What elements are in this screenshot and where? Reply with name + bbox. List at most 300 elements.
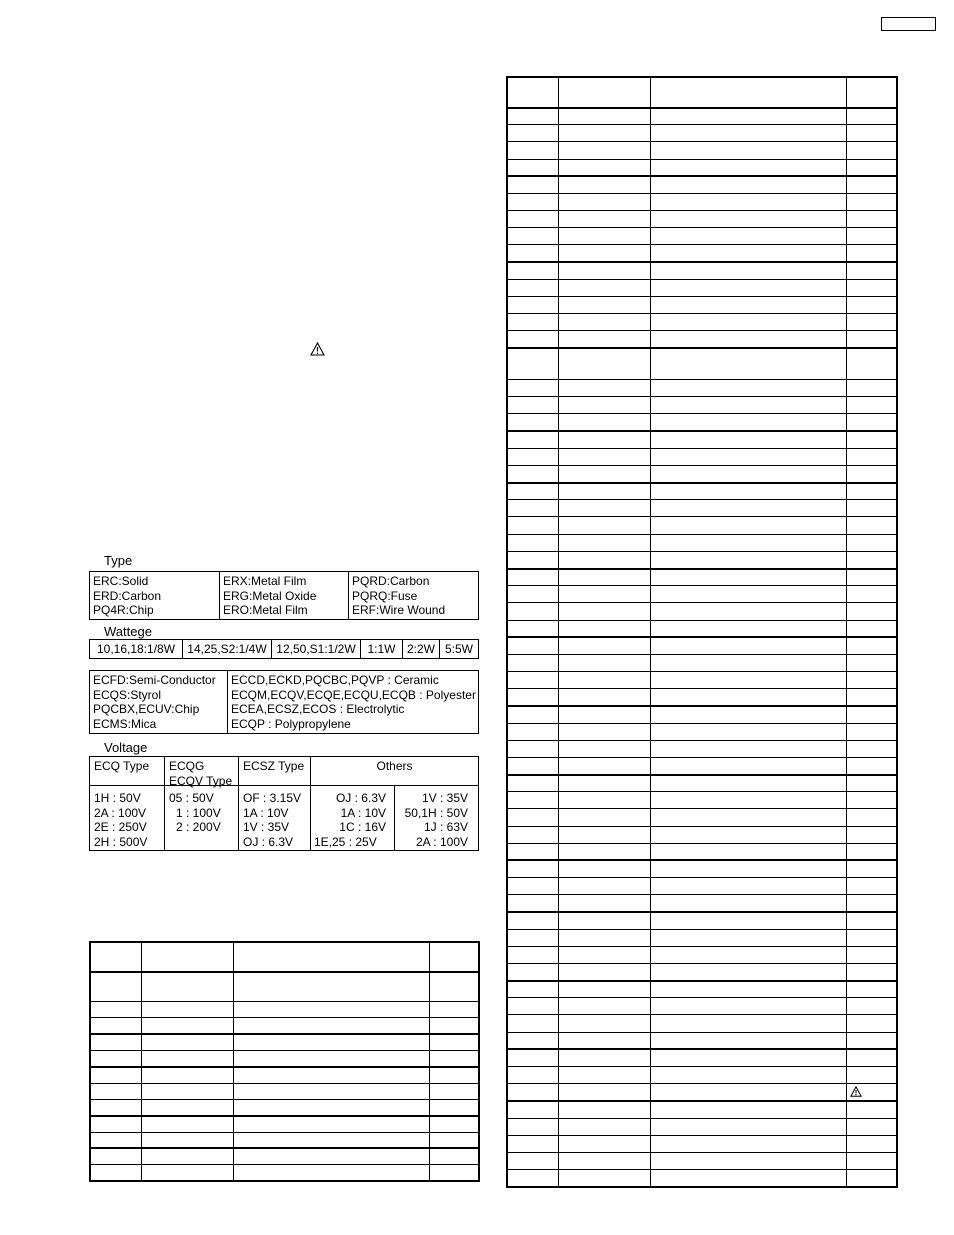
voltage-entry: 2H : 500V [94, 834, 148, 849]
voltage-entry: 1 : 100V [176, 805, 221, 820]
table-cell [141, 942, 233, 972]
table-cell [846, 142, 897, 159]
table-cell [650, 228, 846, 245]
table-cell [558, 1101, 650, 1118]
table-cell [429, 1099, 479, 1115]
cap-type-entry: ECEA,ECSZ,ECOS : Electrolytic [231, 702, 405, 716]
table-cell [846, 159, 897, 176]
table-row [507, 775, 897, 792]
table-cell [650, 500, 846, 517]
table-row [507, 159, 897, 176]
table-row [90, 1067, 479, 1083]
table-cell [558, 946, 650, 963]
table-cell [507, 1032, 558, 1049]
table-row [90, 1083, 479, 1099]
table-cell [650, 654, 846, 671]
table-cell [846, 465, 897, 482]
table-cell [650, 1015, 846, 1032]
table-cell [846, 125, 897, 142]
table-cell [141, 1148, 233, 1164]
table-row [90, 1148, 479, 1164]
table-cell [846, 534, 897, 551]
table-row [507, 108, 897, 125]
table-cell [846, 586, 897, 603]
table-cell [650, 809, 846, 826]
table-row [507, 929, 897, 946]
table-cell [90, 1099, 141, 1115]
table-cell [650, 551, 846, 568]
table-cell [558, 895, 650, 912]
table-cell [846, 296, 897, 313]
table-cell [558, 620, 650, 637]
table-cell [650, 125, 846, 142]
table-cell [846, 380, 897, 397]
table-row [90, 1034, 479, 1050]
warning-triangle-icon [310, 342, 325, 356]
table-row [507, 125, 897, 142]
table-cell [650, 878, 846, 895]
table-row [507, 142, 897, 159]
table-cell [558, 792, 650, 809]
table-cell [846, 775, 897, 792]
table-cell [507, 895, 558, 912]
table-row [507, 414, 897, 431]
table-cell [650, 1170, 846, 1187]
table-cell [846, 672, 897, 689]
table-cell [558, 672, 650, 689]
table-cell [141, 1018, 233, 1034]
table-cell [558, 775, 650, 792]
table-cell [429, 1116, 479, 1132]
voltage-col-ecqg [164, 757, 238, 850]
type-column-3 [348, 572, 478, 619]
table-cell [846, 1015, 897, 1032]
table-row [507, 946, 897, 963]
table-cell [650, 706, 846, 723]
table-row [90, 972, 479, 1002]
table-row [507, 483, 897, 500]
table-cell [558, 1049, 650, 1066]
table-cell [846, 331, 897, 348]
table-cell [507, 125, 558, 142]
table-cell [846, 998, 897, 1015]
table-cell [558, 843, 650, 860]
table-cell [507, 929, 558, 946]
table-cell [650, 348, 846, 380]
voltage-entry: 2E : 250V [94, 820, 147, 834]
table-cell [429, 1165, 479, 1181]
table-cell [90, 1034, 141, 1050]
table-cell [507, 348, 558, 380]
table-cell [429, 1132, 479, 1148]
table-cell [558, 279, 650, 296]
table-cell [846, 193, 897, 210]
table-cell [233, 1018, 429, 1034]
type-heading: Type [104, 553, 133, 568]
table-cell [558, 534, 650, 551]
table-cell [507, 672, 558, 689]
table-cell [846, 946, 897, 963]
table-cell [558, 963, 650, 980]
table-cell [90, 1116, 141, 1132]
table-cell [507, 380, 558, 397]
type-entry: PQRD:Carbon [352, 574, 430, 588]
table-cell [507, 1066, 558, 1083]
table-cell [90, 942, 141, 972]
table-cell [507, 279, 558, 296]
table-row [507, 912, 897, 929]
table-cell [846, 517, 897, 534]
table-row [507, 620, 897, 637]
table-cell [507, 551, 558, 568]
table-row [507, 296, 897, 313]
wattage-cell: 12,50,S1:1/2W [271, 640, 360, 658]
table-cell [846, 860, 897, 877]
table-cell [558, 211, 650, 228]
table-cell [650, 77, 846, 108]
table-cell [507, 1170, 558, 1187]
table-cell [558, 108, 650, 125]
table-cell [90, 1165, 141, 1181]
table-row [507, 569, 897, 586]
table-cell [558, 723, 650, 740]
table-cell [558, 77, 650, 108]
table-cell [558, 414, 650, 431]
voltage-header: ECQV Type [169, 773, 233, 788]
table-row [507, 654, 897, 671]
table-cell [507, 77, 558, 108]
table-cell [846, 912, 897, 929]
table-cell [650, 946, 846, 963]
table-cell [507, 740, 558, 757]
table-cell [141, 1132, 233, 1148]
table-cell [650, 1118, 846, 1135]
table-cell [558, 1152, 650, 1169]
table-cell [650, 723, 846, 740]
table-cell [650, 176, 846, 193]
table-row [507, 397, 897, 414]
table-cell [558, 483, 650, 500]
table-cell [507, 228, 558, 245]
wattage-box [89, 639, 479, 659]
table-cell [650, 193, 846, 210]
table-row [507, 963, 897, 980]
table-row [507, 431, 897, 448]
table-row [507, 637, 897, 654]
table-cell [650, 963, 846, 980]
voltage-entry: 1V : 35V [421, 791, 468, 805]
table-cell [846, 348, 897, 380]
table-cell [650, 843, 846, 860]
type-entry: ERO:Metal Film [223, 603, 308, 617]
table-cell [90, 972, 141, 1002]
table-cell [650, 1066, 846, 1083]
table-row [507, 193, 897, 210]
table-cell [507, 706, 558, 723]
table-cell [558, 380, 650, 397]
wattage-heading: Wattege [104, 624, 152, 639]
type-column-2 [219, 572, 348, 619]
table-cell [558, 1084, 650, 1101]
table-cell [233, 972, 429, 1002]
table-cell [507, 826, 558, 843]
table-cell [558, 929, 650, 946]
voltage-box [89, 756, 479, 851]
table-cell [650, 569, 846, 586]
table-row [90, 1165, 479, 1181]
voltage-entry: 05 : 50V [169, 791, 214, 805]
table-cell [846, 414, 897, 431]
table-cell [650, 431, 846, 448]
table-cell [558, 159, 650, 176]
table-cell [558, 228, 650, 245]
table-cell [141, 1116, 233, 1132]
table-cell [507, 912, 558, 929]
cap-type-entry: ECFD:Semi-Conductor [93, 673, 216, 687]
table-cell [558, 517, 650, 534]
table-cell [650, 1135, 846, 1152]
table-cell [90, 1051, 141, 1067]
table-row [507, 1135, 897, 1152]
table-cell [507, 176, 558, 193]
table-cell [507, 603, 558, 620]
table-row [507, 706, 897, 723]
table-cell [507, 689, 558, 706]
table-cell [650, 414, 846, 431]
table-cell [141, 1067, 233, 1083]
table-cell [846, 1049, 897, 1066]
warning-triangle-icon [850, 1086, 862, 1097]
table-cell [650, 860, 846, 877]
table-cell [233, 942, 429, 972]
table-cell [846, 792, 897, 809]
table-cell [507, 998, 558, 1015]
table-cell [507, 981, 558, 998]
table-row [507, 723, 897, 740]
resistor-type-box [89, 571, 479, 620]
table-cell [558, 860, 650, 877]
table-cell [650, 603, 846, 620]
voltage-col-others-left [310, 786, 394, 850]
table-cell [846, 723, 897, 740]
table-row [507, 551, 897, 568]
table-row [507, 843, 897, 860]
table-row [507, 500, 897, 517]
table-cell [558, 348, 650, 380]
table-cell [650, 279, 846, 296]
table-cell [846, 1101, 897, 1118]
table-row [90, 1018, 479, 1034]
table-cell [507, 1049, 558, 1066]
table-cell [650, 314, 846, 331]
table-cell [558, 689, 650, 706]
table-row [90, 1132, 479, 1148]
table-row [507, 245, 897, 262]
table-cell [650, 929, 846, 946]
table-cell [233, 1083, 429, 1099]
table-row [507, 603, 897, 620]
table-cell [507, 946, 558, 963]
table-cell [846, 431, 897, 448]
table-cell [558, 878, 650, 895]
table-cell [141, 1165, 233, 1181]
table-cell [846, 637, 897, 654]
table-cell [429, 1083, 479, 1099]
table-cell [507, 1152, 558, 1169]
table-cell [507, 586, 558, 603]
table-row [90, 942, 479, 972]
table-cell [650, 108, 846, 125]
table-cell [558, 465, 650, 482]
table-cell [846, 245, 897, 262]
type-entry: PQ4R:Chip [93, 603, 154, 617]
table-cell [846, 1066, 897, 1083]
table-cell [558, 603, 650, 620]
cap-type-entry: ECCD,ECKD,PQCBC,PQVP : Ceramic [231, 673, 439, 687]
table-row [90, 1051, 479, 1067]
table-cell [558, 193, 650, 210]
table-cell [650, 775, 846, 792]
table-cell [507, 483, 558, 500]
table-cell [650, 1152, 846, 1169]
table-cell [650, 534, 846, 551]
table-cell [558, 500, 650, 517]
table-cell [233, 1051, 429, 1067]
table-cell [558, 637, 650, 654]
table-cell [90, 1002, 141, 1018]
table-cell [650, 380, 846, 397]
table-row [507, 792, 897, 809]
table-cell [141, 1034, 233, 1050]
table-cell [846, 500, 897, 517]
voltage-entry: 2 : 200V [176, 820, 221, 834]
table-row [507, 314, 897, 331]
table-row [507, 1015, 897, 1032]
table-cell [429, 1002, 479, 1018]
table-cell [650, 1032, 846, 1049]
table-cell [650, 792, 846, 809]
table-cell [429, 972, 479, 1002]
table-cell [507, 569, 558, 586]
voltage-header: Others [376, 759, 413, 773]
table-cell [558, 1135, 650, 1152]
table-cell [507, 1084, 558, 1101]
table-cell [846, 603, 897, 620]
table-row [90, 1099, 479, 1115]
table-cell [507, 878, 558, 895]
voltage-entry: 1A : 10V [340, 805, 386, 820]
table-cell [507, 963, 558, 980]
table-row [507, 981, 897, 998]
table-cell [507, 262, 558, 279]
table-cell [233, 1002, 429, 1018]
table-cell [650, 159, 846, 176]
table-cell [507, 757, 558, 774]
type-column-1 [90, 572, 219, 619]
table-row [507, 279, 897, 296]
table-cell [650, 483, 846, 500]
wattage-cell: 1:1W [360, 640, 402, 658]
table-cell [90, 1083, 141, 1099]
table-row [507, 1066, 897, 1083]
table-cell [650, 1101, 846, 1118]
table-cell [507, 314, 558, 331]
table-row [507, 586, 897, 603]
voltage-entry: 1V : 35V [243, 820, 290, 834]
table-cell [507, 211, 558, 228]
table-cell [650, 245, 846, 262]
table-cell [507, 775, 558, 792]
table-cell [650, 672, 846, 689]
table-cell [846, 740, 897, 757]
table-cell [558, 296, 650, 313]
voltage-header: ECQ Type [94, 759, 150, 773]
table-row [507, 228, 897, 245]
table-cell [233, 1034, 429, 1050]
table-cell [650, 637, 846, 654]
table-cell [846, 963, 897, 980]
table-cell [846, 448, 897, 465]
table-cell [650, 262, 846, 279]
table-row [507, 1032, 897, 1049]
table-cell [90, 1132, 141, 1148]
table-cell [846, 809, 897, 826]
table-cell [558, 314, 650, 331]
type-entry: ERF:Wire Wound [352, 603, 446, 617]
table-cell [846, 1032, 897, 1049]
table-cell [507, 465, 558, 482]
table-row [507, 176, 897, 193]
cap-type-entry: ECQS:Styrol [93, 687, 162, 702]
table-row [507, 348, 897, 380]
type-entry: PQRQ:Fuse [352, 588, 418, 603]
table-cell [233, 1132, 429, 1148]
table-cell [233, 1116, 429, 1132]
voltage-entry: 1A : 10V [243, 805, 289, 820]
table-cell [507, 843, 558, 860]
table-row [507, 534, 897, 551]
table-cell [507, 142, 558, 159]
table-cell [846, 279, 897, 296]
table-cell [507, 534, 558, 551]
voltage-entry: 1E,25 : 25V [314, 834, 377, 849]
table-cell [846, 689, 897, 706]
table-row [507, 895, 897, 912]
table-cell [429, 1018, 479, 1034]
table-cell [507, 397, 558, 414]
table-cell [650, 981, 846, 998]
table-cell [650, 998, 846, 1015]
table-cell [650, 826, 846, 843]
table-cell [846, 176, 897, 193]
cap-type-entry: PQCBX,ECUV:Chip [93, 702, 200, 716]
table-cell [507, 517, 558, 534]
table-cell [558, 551, 650, 568]
table-cell [846, 211, 897, 228]
table-cell [650, 895, 846, 912]
voltage-entry: 50,1H : 50V [404, 805, 468, 820]
table-cell [507, 860, 558, 877]
table-cell [507, 637, 558, 654]
table-cell [507, 331, 558, 348]
cap-type-column-2 [227, 671, 478, 733]
table-cell [507, 500, 558, 517]
voltage-entry: 1C : 16V [339, 820, 386, 834]
table-cell [846, 895, 897, 912]
table-cell [558, 448, 650, 465]
table-cell [558, 125, 650, 142]
table-cell [90, 1067, 141, 1083]
